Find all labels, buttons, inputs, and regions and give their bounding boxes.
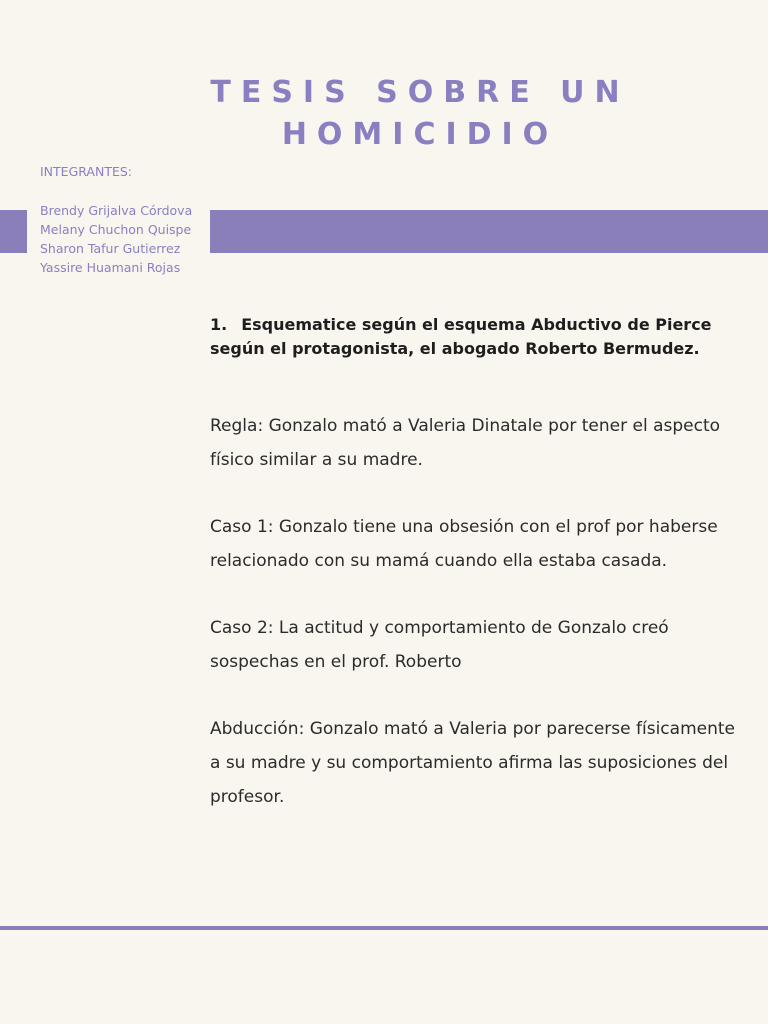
question-text: Esquematice según el esquema Abductivo de Pierce según el protagonista, el abogado Roberto Bermudez. — [210, 315, 712, 358]
question-number: 1. — [210, 315, 228, 334]
member-name: Yassire Huamani Rojas — [40, 260, 181, 275]
accent-bar-left — [0, 210, 27, 253]
title-line-2: HOMICIDIO — [281, 117, 559, 152]
member-name: Sharon Tafur Gutierrez — [40, 241, 181, 256]
paragraph-abduccion: Abducción: Gonzalo mató a Valeria por parecerse físicamente a su madre y su comportamiento afirma las suposiciones del profesor. — [210, 719, 735, 807]
title-line-1: TESIS SOBRE UN — [210, 75, 630, 110]
paragraph-caso-2: Caso 2: La actitud y comportamiento de Gonzalo creó sospechas en el prof. Roberto — [210, 618, 669, 672]
question-heading — [210, 313, 740, 361]
bottom-divider — [0, 926, 768, 930]
member-name: Brendy Grijalva Córdova — [40, 203, 193, 218]
paragraph-caso-1: Caso 1: Gonzalo tiene una obsesión con el prof por haberse relacionado con su mamá cuando ella estaba casada. — [210, 517, 718, 571]
document-title — [200, 72, 640, 156]
accent-bar-right — [210, 210, 768, 253]
member-name: Melany Chuchon Quispe — [40, 222, 192, 237]
main-content — [210, 313, 740, 847]
members-block — [40, 162, 192, 277]
paragraph-regla: Regla: Gonzalo mató a Valeria Dinatale por tener el aspecto físico similar a su madre. — [210, 416, 721, 470]
members-label: INTEGRANTES: — [40, 164, 133, 179]
